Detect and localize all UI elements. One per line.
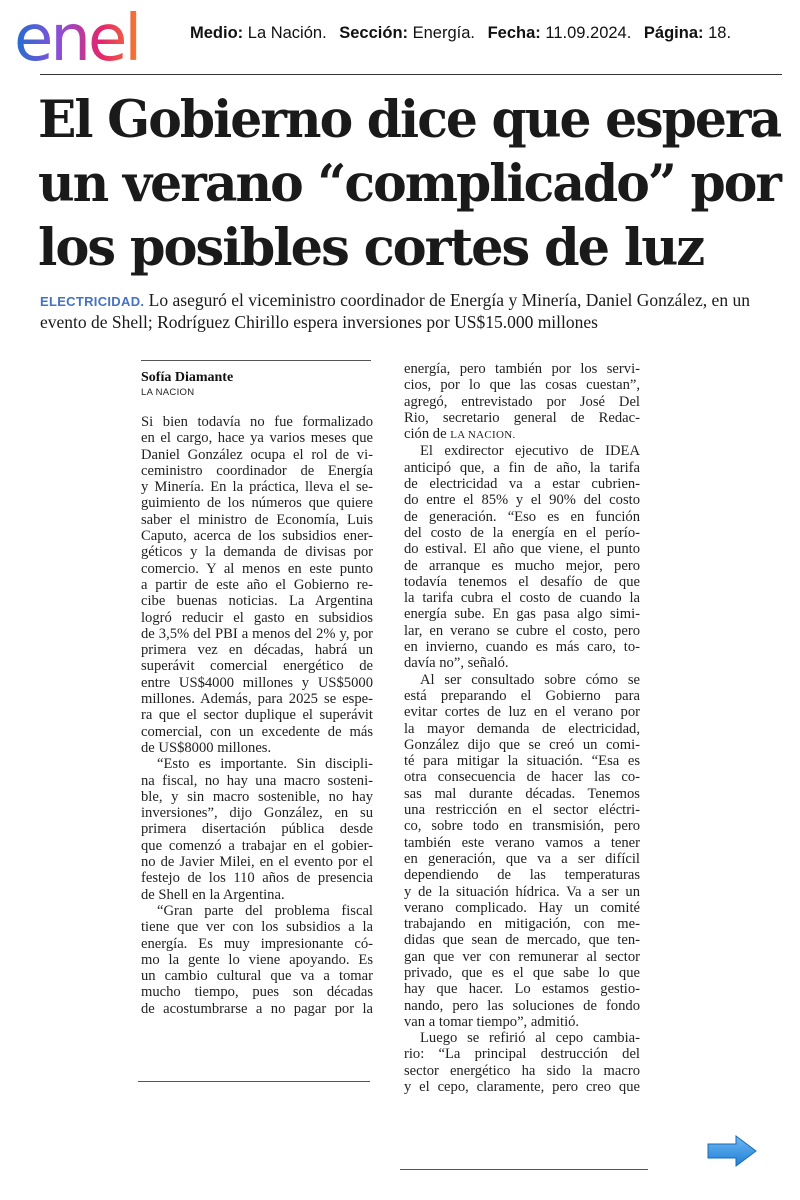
body-text: festejo de los 110 años de presencia [141,870,373,887]
author-byline: Sofía Diamante [141,370,234,385]
body-text-line [404,851,640,867]
body-text: comercio. Y al menos en este punto [141,560,373,577]
body-text: está preparando el Gobierno para [404,687,640,704]
body-text: agregó, entrevistado por José Del [404,393,640,410]
body-text: primera vez en décadas, habrá un [141,642,373,659]
clipping-header [0,0,800,80]
column2-bottom-rule [400,1169,648,1170]
body-text-line [404,639,640,655]
body-text: en invierno, cuando es más caro, to- [404,639,640,656]
body-text: do entre el 85% y el 90% del costo [404,492,640,509]
body-text-line [141,740,373,756]
body-text: mo la gente lo viene apoyando. Es [141,951,373,968]
body-text: Daniel González ocupa el rol de vi- [141,446,373,463]
body-column-2 [404,361,640,1095]
body-text-line [404,606,640,622]
body-text-line [141,707,373,723]
body-text-line [141,952,373,968]
body-text-line [404,426,640,443]
body-text-line [141,495,373,511]
body-text-line [404,721,640,737]
body-text-line [141,414,373,430]
body-text-line [404,949,640,965]
body-text: Al ser consultado sobre cómo se [420,671,640,688]
body-text: a partir de este año el Gobierno re- [141,576,373,593]
body-text: cios, por lo que las cosas cuestan”, [404,377,640,394]
body-text: nando, pero las soluciones de fondo [404,997,640,1014]
body-text: dependiendo de las temperaturas [404,867,640,884]
body-text-line [141,528,373,544]
body-text-line [141,903,373,919]
body-text-line [404,541,640,557]
body-text-line [404,704,640,720]
body-text-line [404,394,640,410]
body-text: van a tomar tiempo”, admitió. [404,1013,580,1030]
body-text-line [141,724,373,740]
body-text-line [141,561,373,577]
body-text: hay que hacer. Lo estamos gestio- [404,981,640,998]
body-text-line [141,773,373,789]
body-text-line [404,443,640,459]
body-text: na fiscal, no hay una macro sosteni- [141,772,373,789]
body-text: “Gran parte del problema fiscal [157,902,373,919]
body-text-line [404,410,640,426]
body-text: una restricción en el sector eléctri- [404,802,640,819]
body-text: también este verano vamos a tener [404,834,640,851]
headline-line: El Gobierno dice que espera [38,90,781,150]
seccion-label: Sección: [339,24,409,42]
body-text: davía no”, señaló. [404,655,509,672]
body-text: guimiento de los números que quiere [141,495,373,512]
body-text: co, sobre todo en transmisión, pero [404,818,640,835]
body-text-line [141,887,373,903]
body-text: todavía tenemos el desafío de que [404,573,640,590]
body-text: que comenzó a trabajar en el gobier- [141,837,373,854]
body-text: de arranque es mucho mejor, pero [404,557,640,574]
body-text: cibe buenas noticias. La Argentina [141,593,373,610]
body-text-line [141,512,373,528]
body-text-line [141,577,373,593]
author-source: LA NACION [141,387,195,398]
body-text: “Esto es importante. Sin discipli- [157,756,373,773]
medio-value: La Nación. [247,24,327,42]
body-text: Si bien todavía no fue formalizado [141,414,373,430]
deck [40,290,788,333]
body-column-1 [141,414,373,1017]
column1-bottom-rule [138,1081,370,1082]
body-text-line [404,688,640,704]
fecha-label: Fecha: [487,24,541,42]
body-text: entre US$4000 millones y US$5000 [141,674,373,691]
fecha-value: 11.09.2024. [545,24,632,42]
body-text-line [141,821,373,837]
body-text-line [404,916,640,932]
body-text-line [404,672,640,688]
body-text: anticipó que, a fin de año, la tarifa [404,459,640,476]
body-text-line [141,789,373,805]
body-text: gan que ver con remunerar al sector [404,948,640,965]
body-text-line [404,981,640,997]
body-text: lar, en verano se cubre el costo, pero [404,622,640,639]
body-text-line [141,936,373,952]
body-text-line [404,655,640,671]
body-text: mucho tiempo, pues son décadas [141,984,373,1001]
body-text: energía sube. En gas pasa algo simi- [404,606,640,623]
body-text-line [404,835,640,851]
medio-label: Medio: [190,24,244,42]
body-text-line [141,756,373,772]
body-text: Luego se refirió al cepo cambia- [420,1030,640,1047]
body-text: y Minería. En la práctica, lleva el se- [141,479,373,496]
body-text-line [141,691,373,707]
body-text: ble, y sin macro sostenible, no hay [141,788,373,805]
body-text: ra que el sector duplique el superávit [141,707,373,724]
body-text-line [141,463,373,479]
body-text-line [404,492,640,508]
body-text: no de Javier Milei, en el evento por el [141,854,373,871]
body-text-line [404,737,640,753]
body-text-line [404,525,640,541]
body-text: energía. Es muy impresionante có- [141,935,373,952]
body-text: millones. Además, para 2025 se espe- [141,691,373,708]
body-text-line [404,558,640,574]
newspaper-name: LA NACION. [450,429,516,442]
body-text: logró reducir el gasto en subsidios [141,609,373,626]
body-text: didas que sean de mercado, que ten- [404,932,640,949]
body-text: verano complicado. Hay un comité [404,899,640,916]
body-text-line [404,574,640,590]
body-text: El exdirector ejecutivo de IDEA [420,443,640,460]
body-text-line [404,1079,640,1095]
body-text: otra consecuencia de hacer las co- [404,769,640,786]
body-text: un cambio cultural que va a tomar [141,968,373,985]
body-text: del costo de la energía en el perío- [404,524,640,541]
body-text-line [141,838,373,854]
body-text-line [404,1046,640,1062]
body-text-line [141,919,373,935]
pagina-value: 18. [708,24,732,42]
body-text: té para mitigar la situación. “Esa es [404,753,640,770]
body-text-line [141,870,373,886]
body-text-line [141,1001,373,1017]
body-text: la mayor demanda de electricidad, [404,720,640,737]
body-text: de electricidad va a estar cubrien- [404,476,640,493]
body-text-line [141,968,373,984]
body-text: sas mal durante décadas. Tenemos [404,785,640,802]
body-text-line [141,642,373,658]
body-text-line [404,867,640,883]
headline-line: un verano “complicado” por [38,154,780,214]
body-text: evitar cortes de luz en el verano por [404,704,640,721]
body-text-line [141,675,373,691]
body-text-line [404,377,640,393]
kicker: ELECTRICIDAD. [40,294,145,309]
body-text-line [141,447,373,463]
body-text-line [141,854,373,870]
body-text: ción de [404,426,451,443]
body-text-line [141,479,373,495]
body-text: González dijo que se creó un comi- [404,736,640,753]
body-text-line [404,1014,640,1030]
body-text-line [141,984,373,1000]
body-text-line [404,361,640,377]
enel-logo-text: enel [14,8,140,68]
headline [38,88,781,280]
body-text: rio: “La principal destrucción del [404,1046,640,1063]
body-text: trabajando en mitigación, con me- [404,916,640,933]
body-text: comercial, con un excedente de más [141,723,373,740]
body-text: de acostumbrarse a no pagar por la [141,1000,373,1017]
body-text-line [404,769,640,785]
enel-logo [14,8,180,68]
body-text: y el cepo, claramente, pero creo que [404,1079,640,1096]
body-text-line [404,884,640,900]
body-text-line [404,460,640,476]
body-text-line [404,818,640,834]
body-text-line [141,658,373,674]
deck-text: Lo aseguró el viceministro coordinador de Energía y Minería, Daniel González, en un evento de Shell; Rodríguez Chirillo espera inversiones por US$15.000 millones [40,290,750,332]
body-text: Caputo, acerca de los subsidios ener- [141,528,373,545]
body-text-line [141,626,373,642]
body-text: de generación. “Eso es en función [404,508,640,525]
body-text-line [404,786,640,802]
body-text: en generación, que va a ser difícil [404,850,640,867]
body-text-line [404,900,640,916]
body-text: Rio, secretario general de Redac- [404,409,640,426]
body-text-line [404,802,640,818]
body-text-line [404,1030,640,1046]
body-text: de Shell en la Argentina. [141,886,285,903]
headline-line: los posibles cortes de luz [38,218,704,278]
body-text: en el cargo, hace ya varios meses que [141,430,373,447]
body-text: superávit comercial energético de [141,658,373,675]
body-text-line [404,509,640,525]
body-text-line [404,476,640,492]
body-text: saber el ministro de Economía, Luis [141,511,373,528]
body-text: de 3,5% del PBI a menos del 2% y, por [141,625,373,642]
body-text: y de la situación hídrica. Va a ser un [404,883,640,900]
column1-top-rule [141,360,371,361]
body-text-line [404,932,640,948]
body-text: do estival. El año que viene, el punto [404,541,640,558]
clipping-meta [190,24,731,43]
body-text-line [404,590,640,606]
body-text-line [141,593,373,609]
arrow-right-icon[interactable] [706,1134,758,1168]
body-text: energía, pero también por los servi- [404,361,640,377]
body-text-line [141,805,373,821]
pagina-label: Página: [643,24,704,42]
body-text: inversiones”, dijo González, en su [141,805,373,822]
body-text-line [141,610,373,626]
body-text: ceministro coordinador de Energía [141,462,373,479]
body-text-line [141,544,373,560]
body-text: tiene que ver con los subsidios a la [141,919,373,936]
body-text-line [404,753,640,769]
body-text: de US$8000 millones. [141,739,272,756]
body-text: sector energético ha sido la macro [404,1062,640,1079]
body-text: primera disertación pública desde [141,821,373,838]
body-text-line [404,623,640,639]
seccion-value: Energía. [412,24,475,42]
body-text-line [141,430,373,446]
body-text: privado, que es el que sabe lo que [404,964,640,981]
body-text-line [404,1063,640,1079]
body-text: la tarifa cubra el costo de cuando la [404,590,640,607]
header-divider [40,74,782,75]
body-text-line [404,965,640,981]
body-text: géticos y la demanda de divisas por [141,544,373,561]
body-text-line [404,998,640,1014]
